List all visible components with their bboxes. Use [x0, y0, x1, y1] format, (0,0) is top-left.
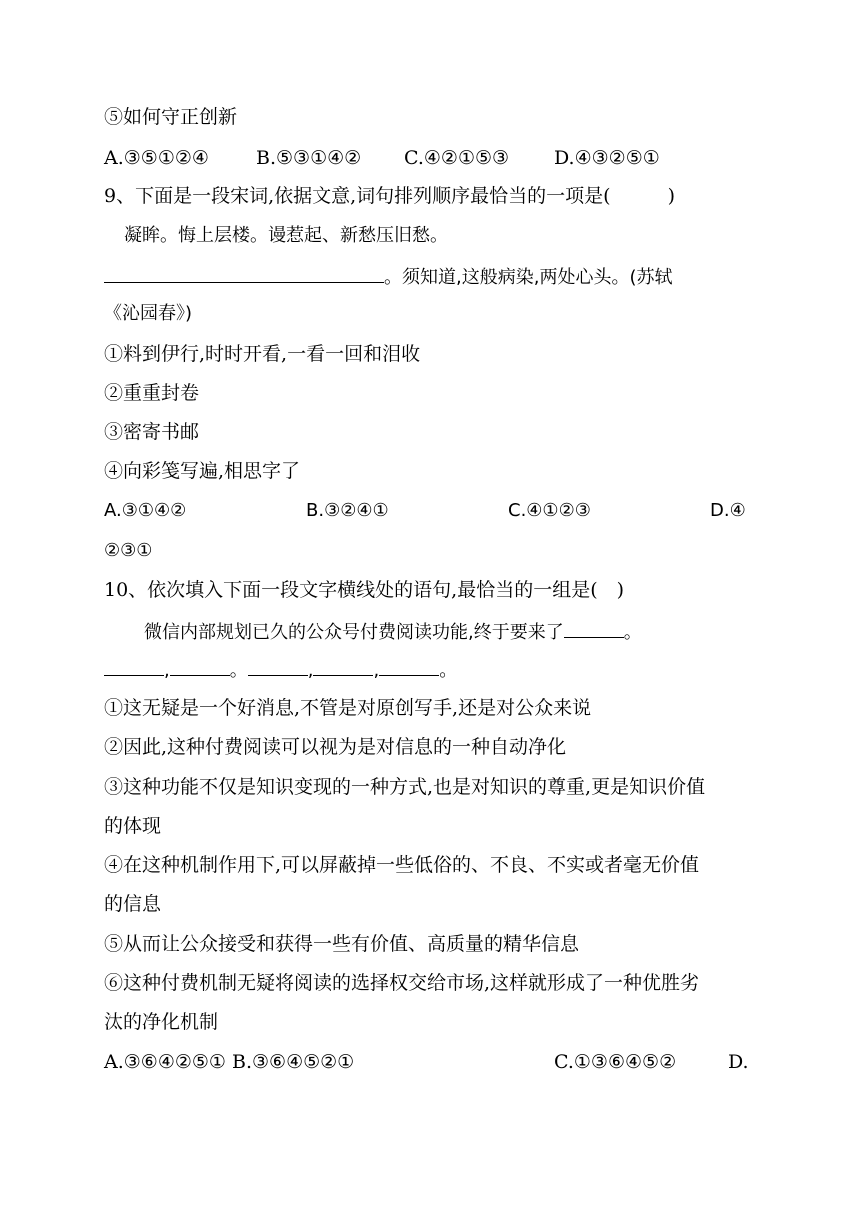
q9-option-d-continued: ②③① [104, 540, 153, 561]
q8-option-d: D.④③②⑤① [554, 147, 660, 169]
q8-item-5: ⑤如何守正创新 [104, 106, 238, 128]
q10-blank-1[interactable] [564, 619, 624, 638]
q10-stem: 10、依次填入下面一段文字横线处的语句,最恰当的一组是( ) [104, 579, 625, 601]
q10-item-4: ④在这种机制作用下,可以屏蔽掉一些低俗的、不良、不实或者毫无价值 [104, 854, 700, 876]
q10-comma: , [164, 660, 170, 681]
q10-period: 。 [229, 660, 248, 681]
q10-options-a-b: A.③⑥④②⑤① B.③⑥④⑤②① [104, 1051, 355, 1073]
q9-answer-blank[interactable] [104, 264, 384, 283]
q10-item-6: ⑥这种付费机制无疑将阅读的选择权交给市场,这样就形成了一种优胜劣 [104, 972, 700, 994]
q10-blank-6[interactable] [379, 657, 439, 676]
q9-poem-source: 《沁园春》) [104, 303, 193, 324]
q8-option-b: B.⑤③①④② [256, 147, 362, 169]
q9-item-4: ④向彩笺写遍,相思字了 [104, 460, 301, 482]
q10-item-2: ②因此,这种付费阅读可以视为是对信息的一种自动净化 [104, 736, 567, 758]
q10-period: 。 [439, 660, 458, 681]
q9-item-1: ①料到伊行,时时开看,一看一回和泪收 [104, 343, 421, 365]
q10-period: 。 [623, 622, 642, 643]
q9-option-d: D.④ [710, 500, 746, 521]
q10-item-3: ③这种功能不仅是知识变现的一种方式,也是对知识的尊重,更是知识价值 [104, 776, 706, 798]
q10-passage-line-1 [144, 619, 642, 645]
q9-item-2: ②重重封卷 [104, 382, 200, 404]
q9-option-c: C.④①②③ [508, 500, 591, 521]
q9-item-3: ③密寄书邮 [104, 421, 200, 443]
q10-item-1: ①这无疑是一个好消息,不管是对原创写手,还是对公众来说 [104, 697, 592, 719]
q10-item-3-continued: 的体现 [104, 815, 162, 837]
q10-item-4-continued: 的信息 [104, 893, 162, 915]
q10-item-6-continued: 汰的净化机制 [104, 1011, 219, 1033]
q8-option-a: A.③⑤①②④ [104, 147, 209, 169]
q10-comma: , [307, 660, 314, 681]
q9-option-a: A.③①④② [104, 500, 187, 521]
q10-comma: , [373, 660, 380, 681]
q10-blank-4[interactable] [248, 657, 308, 676]
q10-option-c: C.①③⑥④⑤② [554, 1051, 677, 1073]
q10-blank-2[interactable] [104, 657, 164, 676]
q9-stem: 9、下面是一段宋词,依据文意,词句排列顺序最恰当的一项是( ) [104, 185, 675, 207]
q10-blank-3[interactable] [170, 657, 230, 676]
q9-option-b: B.③②④① [306, 500, 389, 521]
q9-poem-line-1: 凝眸。悔上层楼。谩惹起、新愁压旧愁。 [124, 225, 448, 246]
q10-blanks-line [104, 657, 457, 683]
q10-option-d: D. [728, 1051, 749, 1073]
q9-poem-line-2-text: 。须知道,这般病染,两处心头。(苏轼 [384, 267, 673, 288]
q9-poem-line-2 [104, 264, 672, 290]
q10-passage-text: 微信内部规划已久的公众号付费阅读功能,终于要来了 [144, 622, 564, 643]
q10-blank-5[interactable] [313, 657, 373, 676]
q10-item-5: ⑤从而让公众接受和获得一些有价值、高质量的精华信息 [104, 933, 580, 955]
q8-option-c: C.④②①⑤③ [404, 147, 510, 169]
